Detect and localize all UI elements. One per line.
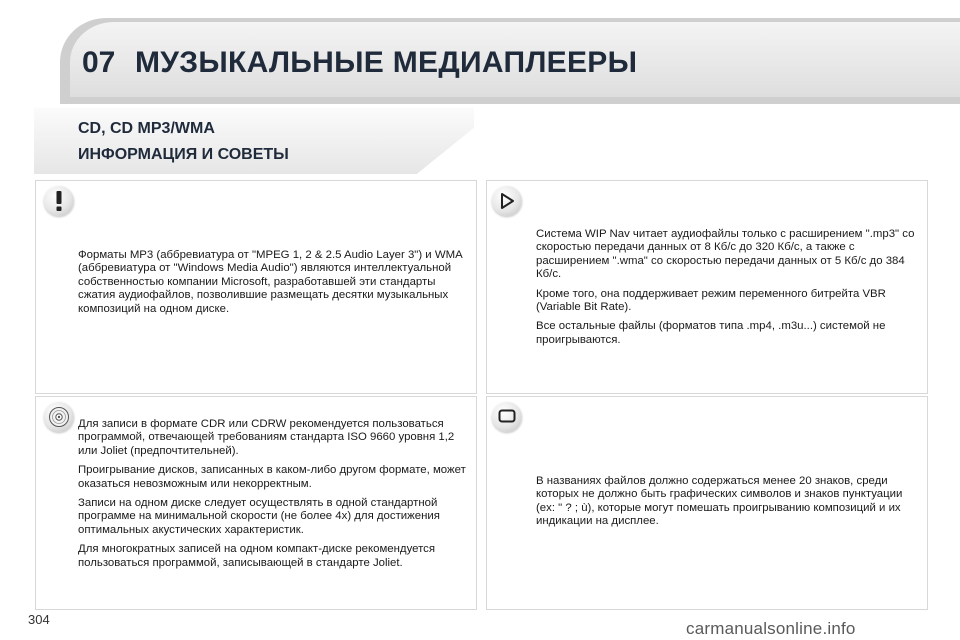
paragraph: Для многократных записей на одном компакт-диске рекомендуется пользоваться программой, записывающей в стандарте Joliet.	[78, 543, 436, 569]
paragraph: Проигрывание дисков, записанных в каком-либо другом формате, может оказаться невозможным или некорректным.	[78, 464, 466, 490]
paragraph: В названиях файлов должно содержаться менее 20 знаков, среди которых не должно быть графических символов и знаков пунктуации (ex: " ? ; ù), которые могут помешать проигрыванию композиций и их индикации на дисплее.	[536, 475, 903, 528]
display-screen-icon	[492, 402, 522, 432]
paragraph: Система WIP Nav читает аудиофайлы только с расширением ".mp3" со скоростью передачи данных от 8 Кб/с до 320 Кб/с, а также с расширением ".wma" со скоростью передачи данных от 5 Кб/с до 384 Кб/с.	[536, 228, 915, 281]
panel-top-right-text	[536, 228, 916, 353]
section-title-line1: CD, CD MP3/WMA	[78, 120, 215, 137]
paragraph: Для записи в формате CDR или CDRW рекомендуется пользоваться программой, отвечающей требованиям стандарта ISO 9660 уровня 1,2 или Joliet (предпочтительней).	[78, 418, 455, 457]
panel-top-left-text	[78, 249, 463, 322]
exclamation-icon	[44, 186, 74, 216]
panel-bottom-right-text	[536, 475, 921, 535]
section-title-box	[34, 108, 474, 174]
chapter-title: МУЗЫКАЛЬНЫЕ МЕДИАПЛЕЕРЫ	[135, 46, 638, 79]
page-number: 304	[28, 612, 50, 627]
paragraph: Форматы MP3 (аббревиатура от "MPEG 1, 2 & 2.5 Audio Layer 3") и WMA (аббревиатура от "Windows Media Audio") являются интеллектуальной собственностью компании Microsoft, разработавшей эти стандарты сжатия аудиофайлов, позволившие размещать десятки музыкальных композиций на одном диске.	[78, 249, 463, 315]
section-title-line2: ИНФОРМАЦИЯ И СОВЕТЫ	[78, 146, 289, 163]
panel-bottom-left-text	[78, 418, 468, 576]
paragraph: Записи на одном диске следует осуществлять в одной стандартной программе на минимальной скорости (не более 4x) для достижения оптимальных акустических характеристик.	[78, 497, 440, 536]
chapter-number: 07	[82, 46, 116, 79]
watermark: carmanualsonline.info	[686, 619, 856, 638]
paragraph: Все остальные файлы (форматов типа .mp4, .m3u...) системой не проигрываются.	[536, 320, 886, 346]
paragraph: Кроме того, она поддерживает режим переменного битрейта VBR (Variable Bit Rate).	[536, 287, 886, 314]
play-triangle-icon	[492, 186, 522, 216]
disc-icon	[44, 402, 74, 432]
